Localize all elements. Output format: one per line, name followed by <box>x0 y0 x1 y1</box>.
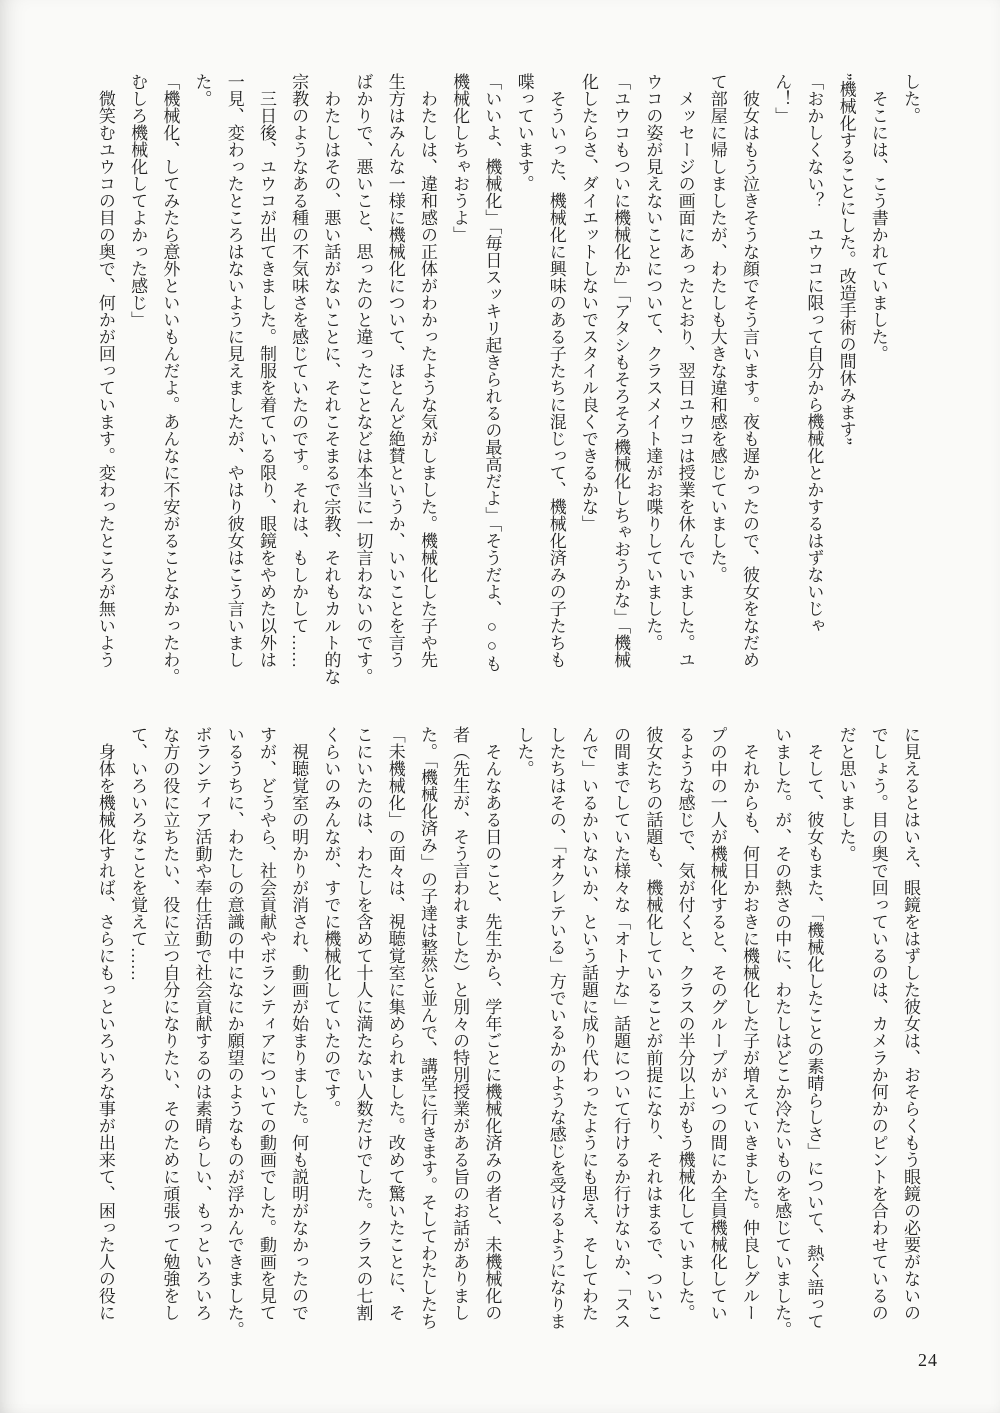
text-column: 一見、変わったところはないように見えましたが、やはり彼女はこう言いまし <box>224 73 244 668</box>
text-column: いるうちに、わたしの意識の中になにか願望のようなものが浮かんできました。 <box>224 726 244 1338</box>
text-column: だと思いました。 <box>836 726 856 862</box>
text-column: な方の役に立ちたい、役に立つ自分になりたい、そのために頑張って勉強をし <box>160 726 180 1321</box>
text-block-top <box>86 73 926 725</box>
text-block-bottom <box>86 726 926 1378</box>
text-column: でしょう。目の奥で回っているのは、カメラか何かのピントを合わせているの <box>868 726 888 1321</box>
text-column: わたしは、違和感の正体がわかったような気がしました。機械化した子や先 <box>417 73 437 668</box>
text-column: て部屋に帰しましたが、わたしも大きな違和感を感じていました。 <box>707 73 727 583</box>
text-column: 視聴覚室の明かりが消され、動画が始まりました。何も説明がなかったので <box>289 726 309 1321</box>
text-column: んで」いるかいないか、という話題に成り代わったようにも思え、そしてわた <box>578 726 598 1321</box>
text-column: 「ユウコもついに機械化か」「アタシもそろそろ機械化しちゃおうかな」「機械 <box>611 73 631 668</box>
text-column: 「機械化、してみたら意外といいもんだよ。あんなに不安がることなかったわ。 <box>160 73 180 685</box>
text-column: た。「機械化済み」の子達は整然と並んで、講堂に行きます。そしてわたしたち <box>417 726 437 1330</box>
text-column: したちはその、「オクレテいる」方でいるかのような感じを受けるようになりま <box>546 726 566 1330</box>
text-column: それからも、何日かおきに機械化した子が増えていきました。仲良しグルー <box>739 726 759 1321</box>
text-column: て、いろいろなことを覚えて…… <box>128 726 148 981</box>
text-column: メッセージの画面にあったとおり、翌日ユウコは授業を休んでいました。ユ <box>675 73 695 668</box>
text-column: そんなある日のこと、先生から、学年ごとに機械化済みの者と、未機械化の <box>482 726 502 1321</box>
text-column: ん！」 <box>772 73 792 124</box>
text-column: た。 <box>192 73 212 107</box>
text-column: ウコの姿が見えないことについて、クラスメイト達がお喋りしていました。 <box>643 73 663 651</box>
text-column: した。 <box>514 726 534 777</box>
text-column: そして、彼女もまた、「機械化したことの素晴らしさ」について、熱く語って <box>804 726 824 1330</box>
text-column: 宗教のようなある種の不気味さを感じていたのです。それは、もしかして…… <box>289 73 309 668</box>
text-column: 彼女たちの話題も、機械化していることが前提になり、それはまるで、ついこ <box>643 726 663 1321</box>
text-column: るような感じで、気が付くと、クラスの半分以上がもう機械化していました。 <box>675 726 695 1321</box>
text-column: 化したらさ、ダイエットしないでスタイル良くできるかな」 <box>578 73 598 532</box>
text-column: いました。が、その熱さの中に、わたしはどこか冷たいものを感じていました。 <box>772 726 792 1338</box>
text-column: 生方はみんな一様に機械化について、ほとんど絶賛というか、いいことを言う <box>385 73 405 668</box>
text-column: した。 <box>901 73 920 124</box>
text-column: 者（先生が、そう言われました）と別々の特別授業がある旨のお話がありまし <box>450 726 470 1321</box>
text-column: わたしはその、悪い話がないことに、それこそまるで宗教、それもカルト的な <box>321 73 341 685</box>
text-column: プの中の一人が機械化すると、そのグループがいつの間にか全員機械化してい <box>707 726 727 1321</box>
page-number: 24 <box>918 1350 938 1370</box>
text-column: こにいたのは、わたしを含めて十人に満たない人数だけでした。クラスの七割 <box>353 726 373 1321</box>
text-column: 機械化しちゃおうよ」 <box>450 73 470 243</box>
text-column: 彼女はもう泣きそうな顔でそう言います。夜も遅かったので、彼女をなだめ <box>739 73 759 668</box>
text-column: ボランティア活動や奉仕活動で社会貢献するのは素晴らしい、もっといろいろ <box>192 726 212 1321</box>
text-column: 「未機械化」の面々は、視聴覚室に集められました。改めて驚いたことに、そ <box>385 726 405 1321</box>
text-column: の間までしていた様々な「オトナな」話題について行けるか行けないか、「スス <box>611 726 631 1330</box>
text-column: 「いいよ、機械化」「毎日スッキリ起きられるの最高だよ」「そうだよ、○○も <box>482 73 502 672</box>
text-column: むしろ機械化してよかった感じ」 <box>128 73 148 328</box>
text-column: そういった、機械化に興味のある子たちに混じって、機械化済みの子たちも <box>546 73 566 668</box>
text-column: ”機械化することにした。改造手術の間休みます” <box>836 73 856 446</box>
text-column: に見えるとはいえ、眼鏡をはずした彼女は、おそらくもう眼鏡の必要がないの <box>901 726 920 1321</box>
text-column: 身体を機械化すれば、さらにもっといろいろな事が出来て、困った人の役に <box>95 726 115 1321</box>
text-column: そこには、こう書かれていました。 <box>868 73 888 362</box>
text-column: すが、どうやら、社会貢献やボランティアについての動画でした。動画を見て <box>256 726 276 1321</box>
text-column: 三日後、ユウコが出てきました。制服を着ている限り、眼鏡をやめた以外は <box>256 73 276 668</box>
text-column: くらいのみんなが、すでに機械化していたのです。 <box>321 726 341 1117</box>
text-column: 「おかしくない？ ユウコに限って自分から機械化とかするはずないじゃ <box>804 73 824 634</box>
text-column: 喋っています。 <box>514 73 534 192</box>
text-column: 微笑むユウコの目の奥で、何かが回っています。変わったところが無いよう <box>95 73 115 668</box>
text-column: ばかりで、悪いこと、思ったのと違ったことなどは本当に一切言わないのです。 <box>353 73 373 685</box>
